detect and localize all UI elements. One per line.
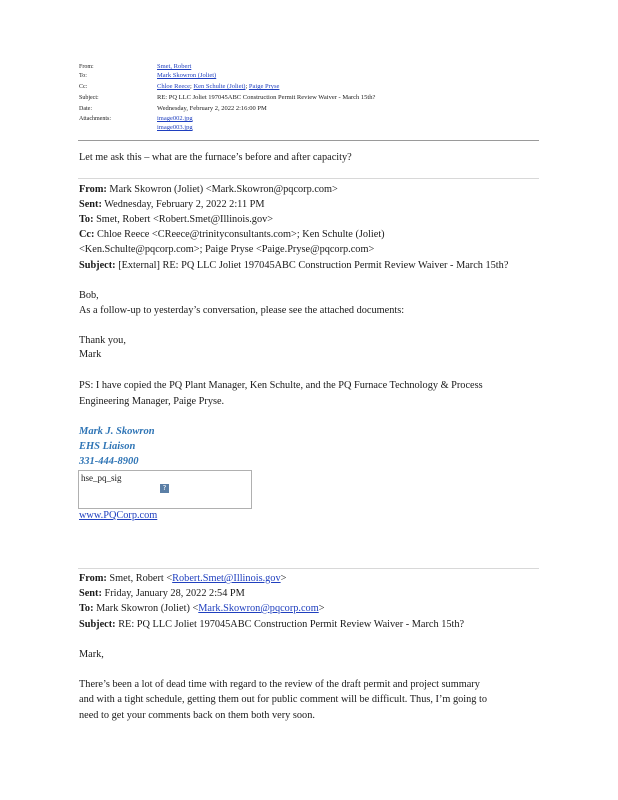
attachment-image002[interactable]: image002.jpg xyxy=(157,115,193,122)
subject-label: Subject: xyxy=(79,95,99,101)
msg3-body-line1: There’s been a lot of dead time with regard to the review of the draft permit and project summary xyxy=(79,679,480,690)
msg2-subject-value: [External] RE: PQ LLC Joliet 197045ABC Construction Permit Review Waiver - March 15th? xyxy=(118,260,509,271)
attachments-label: Attachments: xyxy=(79,116,111,122)
from-label: From: xyxy=(79,64,94,70)
signature-title: EHS Liaison xyxy=(79,441,136,452)
signature-website-link[interactable]: www.PQCorp.com xyxy=(79,510,158,521)
cc-label: Cc: xyxy=(79,84,88,90)
msg3-greeting: Mark, xyxy=(79,649,104,660)
cc-chloe-reece[interactable]: Chloe Reece xyxy=(157,83,191,90)
msg3-sent-value: Friday, January 28, 2022 2:54 PM xyxy=(104,588,245,599)
msg2-cc-value: Chloe Reece <CReece@trinityconsultants.com>; Ken Schulte (Joliet) xyxy=(97,229,385,240)
cc-paige-pryse[interactable]: Paige Pryse xyxy=(248,83,280,90)
msg3-subject-label: Subject: xyxy=(79,619,116,630)
msg3-from-email-link[interactable]: Robert.Smet@Illinois.gov xyxy=(172,573,281,584)
msg3-subject-value: RE: PQ LLC Joliet 197045ABC Construction Permit Review Waiver - March 15th? xyxy=(118,619,465,630)
msg2-body: As a follow-up to yesterday’s conversation, please see the attached documents: xyxy=(79,305,405,316)
signature-name: Mark J. Skowron xyxy=(79,426,155,437)
msg2-subject-label: Subject: xyxy=(79,260,116,271)
msg3-to-label: To: xyxy=(79,603,94,614)
msg3-from xyxy=(79,573,286,584)
msg2-to xyxy=(79,214,273,225)
header-divider xyxy=(78,140,539,141)
signature-phone: 331-444-8900 xyxy=(79,456,139,467)
msg2-ps-line2: Engineering Manager, Paige Pryse. xyxy=(79,396,225,407)
date-label: Date: xyxy=(79,106,92,112)
broken-image-icon: ? xyxy=(160,484,169,493)
date-value: Wednesday, February 2, 2022 2:16:00 PM xyxy=(157,105,267,112)
msg2-greeting: Bob, xyxy=(79,290,99,301)
msg2-to-label: To: xyxy=(79,214,94,225)
msg2-name: Mark xyxy=(79,349,102,360)
msg2-sent-value: Wednesday, February 2, 2022 2:11 PM xyxy=(104,199,265,210)
msg3-sent xyxy=(79,588,245,599)
msg3-body-line2: and with a tight schedule, getting them out for public comment will be difficult. Thus, I’m going to xyxy=(79,694,487,705)
to-value[interactable]: Mark Skowron (Joliet) xyxy=(157,72,217,79)
msg3-from-label: From: xyxy=(79,573,107,584)
msg3-to xyxy=(79,603,325,614)
msg2-ps-line1: PS: I have copied the PQ Plant Manager, Ken Schulte, and the PQ Furnace Technology & Process xyxy=(79,380,483,391)
msg3-subject xyxy=(79,619,464,630)
msg3-from-suffix: > xyxy=(280,573,287,584)
msg3-to-prefix: Mark Skowron (Joliet) < xyxy=(96,603,199,614)
reply-body: Let me ask this – what are the furnace’s before and after capacity? xyxy=(79,152,352,163)
msg3-sent-label: Sent: xyxy=(79,588,102,599)
cc-ken-schulte[interactable]: Ken Schulte (Joliet) xyxy=(193,83,246,90)
msg2-subject xyxy=(79,260,508,271)
from-value[interactable]: Smet, Robert xyxy=(157,63,192,70)
msg2-from-label: From: xyxy=(79,184,107,195)
cc-values: Chloe Reece; Ken Schulte (Joliet); Paige Pryse xyxy=(157,83,280,90)
msg2-cc xyxy=(79,229,385,240)
msg2-from-value: Mark Skowron (Joliet) <Mark.Skowron@pqcorp.com> xyxy=(109,184,338,195)
msg2-sent xyxy=(79,199,265,210)
msg2-cc-label: Cc: xyxy=(79,229,95,240)
msg3-to-suffix: > xyxy=(318,603,325,614)
signature-image-alt: hse_pq_sig xyxy=(81,473,122,483)
msg2-thanks: Thank you, xyxy=(79,335,126,346)
attachment-image003[interactable]: image003.jpg xyxy=(157,124,193,131)
msg2-sent-label: Sent: xyxy=(79,199,102,210)
msg2-from xyxy=(79,184,338,195)
msg2-cc-continued: <Ken.Schulte@pqcorp.com>; Paige Pryse <Paige.Pryse@pqcorp.com> xyxy=(79,244,375,255)
msg3-to-email-link[interactable]: Mark.Skowron@pqcorp.com xyxy=(198,603,319,614)
message-divider-2 xyxy=(78,568,539,569)
msg2-to-value: Smet, Robert <Robert.Smet@Illinois.gov> xyxy=(96,214,274,225)
message-divider xyxy=(78,178,539,179)
subject-value: RE: PQ LLC Joliet 197045ABC Construction Permit Review Waiver - March 15th? xyxy=(157,94,376,101)
msg3-from-prefix: Smet, Robert < xyxy=(109,573,173,584)
to-label: To: xyxy=(79,73,87,79)
msg3-body-line3: need to get your comments back on them both very soon. xyxy=(79,710,315,721)
